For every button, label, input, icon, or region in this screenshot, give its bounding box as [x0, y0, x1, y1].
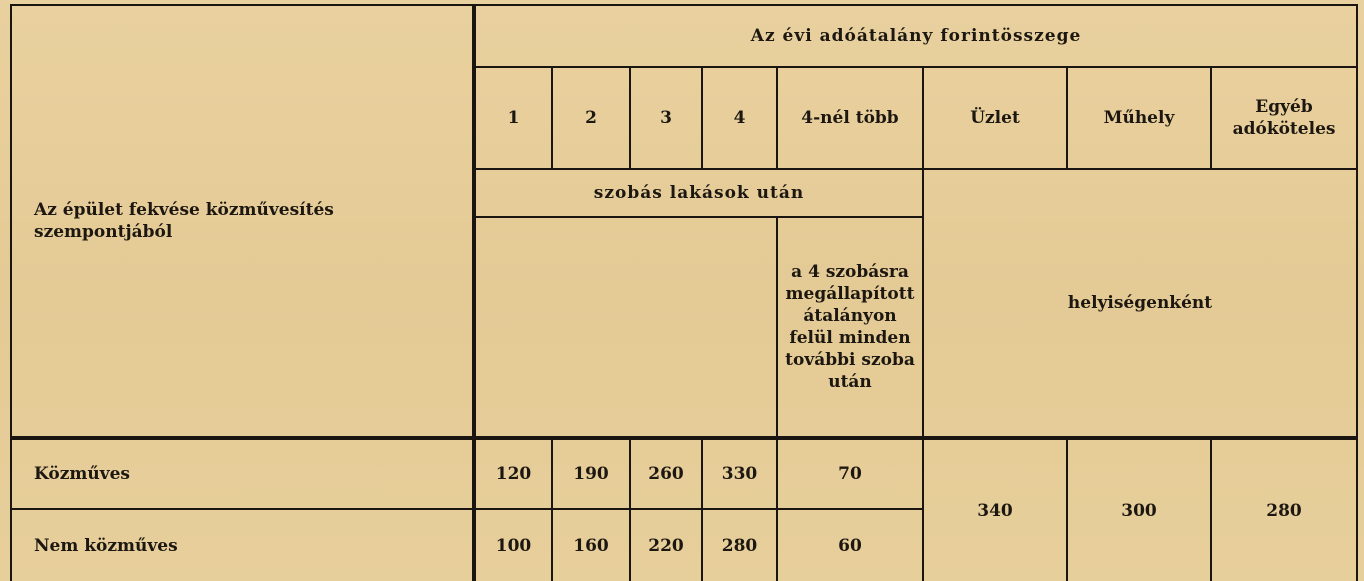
value-uzlet: 340: [923, 438, 1067, 581]
blank-cell: [474, 217, 777, 438]
value-cell: 70: [777, 438, 923, 509]
col-header-muhely: Műhely: [1067, 67, 1211, 169]
row-label-nem-kozmuves: Nem közműves: [11, 509, 474, 581]
col-header-more-than-4: 4-nél több: [777, 67, 923, 169]
col-header-1: 1: [474, 67, 552, 169]
note-extra-room: a 4 szobásra megállapított átalányon felül minden további szoba után: [777, 217, 923, 438]
main-header: Az évi adóátalány forintösszege: [474, 5, 1357, 67]
col-header-3: 3: [630, 67, 702, 169]
value-cell: 160: [552, 509, 630, 581]
value-cell: 190: [552, 438, 630, 509]
note-per-room: helyiségenként: [923, 169, 1357, 438]
value-cell: 120: [474, 438, 552, 509]
value-cell: 280: [702, 509, 777, 581]
tax-rate-table: [10, 4, 1358, 581]
value-muhely: 300: [1067, 438, 1211, 581]
value-cell: 220: [630, 509, 702, 581]
subheader-rooms: szobás lakások után: [474, 169, 923, 217]
value-cell: 260: [630, 438, 702, 509]
value-cell: 60: [777, 509, 923, 581]
col-header-egyeb: Egyéb adóköteles: [1211, 67, 1357, 169]
col-header-4: 4: [702, 67, 777, 169]
value-egyeb: 280: [1211, 438, 1357, 581]
value-cell: 100: [474, 509, 552, 581]
col-header-uzlet: Üzlet: [923, 67, 1067, 169]
col-header-2: 2: [552, 67, 630, 169]
row-label-kozmuves: Közműves: [11, 438, 474, 509]
left-header: Az épület fekvése közművesítés szempontjából: [11, 5, 474, 438]
value-cell: 330: [702, 438, 777, 509]
